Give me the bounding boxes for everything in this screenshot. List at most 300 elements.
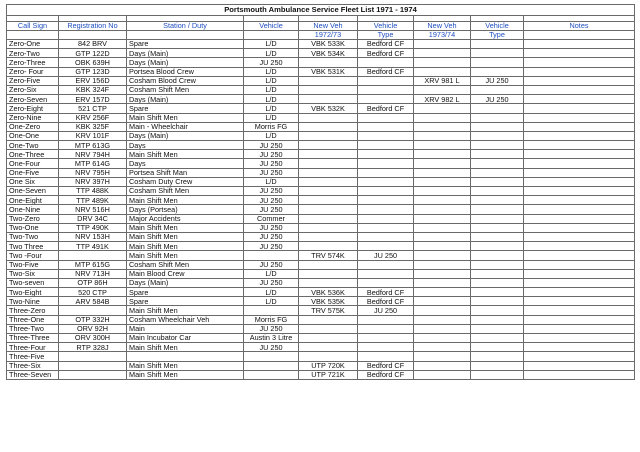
vehicle-type-a-cell xyxy=(358,196,414,205)
table-row xyxy=(7,67,635,76)
new-veh-7374-cell xyxy=(414,205,471,214)
registration-cell: NRV 794H xyxy=(59,150,127,159)
table-row xyxy=(7,205,635,214)
vehicle-cell: L/D xyxy=(244,67,299,76)
station-cell: Major Accidents xyxy=(127,214,244,223)
call-sign-cell: One-Five xyxy=(7,168,59,177)
notes-cell xyxy=(524,159,635,168)
header-new-veh-7273: New Veh xyxy=(299,22,358,31)
new-veh-7374-cell xyxy=(414,159,471,168)
new-veh-7273-cell xyxy=(299,343,358,352)
station-cell: Cosham Shift Men xyxy=(127,85,244,94)
station-cell: Main Blood Crew xyxy=(127,269,244,278)
table-row xyxy=(7,141,635,150)
call-sign-cell: One-Nine xyxy=(7,205,59,214)
header-type-b-sub: Type xyxy=(471,31,524,40)
table-row xyxy=(7,177,635,186)
notes-cell xyxy=(524,40,635,49)
notes-cell xyxy=(524,196,635,205)
call-sign-cell: Zero-Nine xyxy=(7,113,59,122)
vehicle-type-a-cell: Bedford CF xyxy=(358,40,414,49)
notes-cell xyxy=(524,187,635,196)
vehicle-cell xyxy=(244,361,299,370)
new-veh-7273-cell xyxy=(299,223,358,232)
station-cell: Main Shift Men xyxy=(127,232,244,241)
vehicle-cell: L/D xyxy=(244,177,299,186)
new-veh-7374-cell xyxy=(414,196,471,205)
registration-cell: RTP 328J xyxy=(59,343,127,352)
vehicle-type-b-cell xyxy=(471,343,524,352)
station-cell: Days (Main) xyxy=(127,49,244,58)
new-veh-7273-cell xyxy=(299,131,358,140)
vehicle-type-a-cell xyxy=(358,242,414,251)
call-sign-cell: Two-Eight xyxy=(7,288,59,297)
new-veh-7273-cell xyxy=(299,205,358,214)
registration-cell: NRV 795H xyxy=(59,168,127,177)
table-row xyxy=(7,370,635,379)
notes-cell xyxy=(524,324,635,333)
header-notes: Notes xyxy=(524,22,635,31)
header-new-veh-7374: New Veh xyxy=(414,22,471,31)
table-row xyxy=(7,242,635,251)
table-row xyxy=(7,352,635,361)
new-veh-7374-cell xyxy=(414,67,471,76)
vehicle-type-b-cell xyxy=(471,251,524,260)
vehicle-type-b-cell: JU 250 xyxy=(471,76,524,85)
station-cell: Main Shift Men xyxy=(127,306,244,315)
notes-cell xyxy=(524,131,635,140)
station-cell: Cosham Shift Men xyxy=(127,260,244,269)
vehicle-type-a-cell xyxy=(358,95,414,104)
vehicle-type-a-cell xyxy=(358,324,414,333)
new-veh-7273-cell xyxy=(299,122,358,131)
call-sign-cell: Two-Zero xyxy=(7,214,59,223)
vehicle-type-a-cell xyxy=(358,334,414,343)
new-veh-7273-cell xyxy=(299,113,358,122)
station-cell: Main Shift Men xyxy=(127,113,244,122)
registration-cell xyxy=(59,361,127,370)
vehicle-type-a-cell: Bedford CF xyxy=(358,297,414,306)
new-veh-7273-cell xyxy=(299,214,358,223)
call-sign-cell: Two -Four xyxy=(7,251,59,260)
registration-cell: KRV 101F xyxy=(59,131,127,140)
vehicle-type-a-cell xyxy=(358,260,414,269)
new-veh-7374-cell xyxy=(414,297,471,306)
vehicle-type-a-cell xyxy=(358,315,414,324)
new-veh-7374-cell xyxy=(414,288,471,297)
new-veh-7273-cell xyxy=(299,58,358,67)
call-sign-cell: Three-Four xyxy=(7,343,59,352)
notes-cell xyxy=(524,315,635,324)
new-veh-7273-cell xyxy=(299,232,358,241)
notes-cell xyxy=(524,214,635,223)
vehicle-type-b-cell xyxy=(471,40,524,49)
vehicle-type-a-cell: Bedford CF xyxy=(358,49,414,58)
table-row xyxy=(7,113,635,122)
vehicle-cell: L/D xyxy=(244,85,299,94)
vehicle-cell: JU 250 xyxy=(244,187,299,196)
vehicle-type-b-cell xyxy=(471,113,524,122)
new-veh-7374-cell xyxy=(414,168,471,177)
registration-cell: ORV 300H xyxy=(59,334,127,343)
vehicle-type-b-cell xyxy=(471,223,524,232)
vehicle-cell: Austin 3 Litre xyxy=(244,334,299,343)
new-veh-7273-cell xyxy=(299,334,358,343)
new-veh-7374-cell xyxy=(414,122,471,131)
vehicle-type-b-cell xyxy=(471,361,524,370)
vehicle-cell: L/D xyxy=(244,49,299,58)
station-cell: Main Shift Men xyxy=(127,196,244,205)
new-veh-7374-cell xyxy=(414,352,471,361)
call-sign-cell: One-Zero xyxy=(7,122,59,131)
registration-cell xyxy=(59,352,127,361)
notes-cell xyxy=(524,122,635,131)
notes-cell xyxy=(524,278,635,287)
new-veh-7273-cell: UTP 720K xyxy=(299,361,358,370)
vehicle-type-b-cell xyxy=(471,177,524,186)
vehicle-type-b-cell xyxy=(471,269,524,278)
new-veh-7374-cell xyxy=(414,361,471,370)
notes-cell xyxy=(524,269,635,278)
call-sign-cell: Zero-Eight xyxy=(7,104,59,113)
notes-cell xyxy=(524,150,635,159)
notes-cell xyxy=(524,370,635,379)
new-veh-7374-cell xyxy=(414,334,471,343)
vehicle-type-a-cell xyxy=(358,343,414,352)
table-row xyxy=(7,95,635,104)
station-cell: Cosham Duty Crew xyxy=(127,177,244,186)
station-cell: Days xyxy=(127,141,244,150)
vehicle-type-b-cell xyxy=(471,315,524,324)
station-cell: Spare xyxy=(127,288,244,297)
new-veh-7273-cell: VBK 534K xyxy=(299,49,358,58)
vehicle-type-a-cell xyxy=(358,177,414,186)
call-sign-cell: Two-Two xyxy=(7,232,59,241)
station-cell: Days (Main) xyxy=(127,95,244,104)
registration-cell: NRV 713H xyxy=(59,269,127,278)
call-sign-cell: Three-Six xyxy=(7,361,59,370)
notes-cell xyxy=(524,232,635,241)
vehicle-type-a-cell xyxy=(358,122,414,131)
registration-cell: TTP 491K xyxy=(59,242,127,251)
vehicle-type-a-cell xyxy=(358,278,414,287)
new-veh-7374-cell xyxy=(414,223,471,232)
vehicle-type-a-cell xyxy=(358,131,414,140)
vehicle-cell: JU 250 xyxy=(244,324,299,333)
new-veh-7273-cell xyxy=(299,278,358,287)
new-veh-7374-cell xyxy=(414,104,471,113)
station-cell: Cosham Wheelchair Veh xyxy=(127,315,244,324)
vehicle-type-a-cell xyxy=(358,187,414,196)
call-sign-cell: One-Seven xyxy=(7,187,59,196)
new-veh-7273-cell: VBK 533K xyxy=(299,40,358,49)
new-veh-7273-cell xyxy=(299,187,358,196)
table-row xyxy=(7,49,635,58)
header-vehicle-type-a: Vehicle xyxy=(358,22,414,31)
call-sign-cell: One-Two xyxy=(7,141,59,150)
table-row xyxy=(7,122,635,131)
vehicle-type-a-cell: JU 250 xyxy=(358,306,414,315)
table-row xyxy=(7,324,635,333)
page-title: Portsmouth Ambulance Service Fleet List 1971 - 1974 xyxy=(7,5,635,16)
vehicle-type-b-cell xyxy=(471,131,524,140)
call-sign-cell: One Six xyxy=(7,177,59,186)
table-row xyxy=(7,223,635,232)
registration-cell: TTP 489K xyxy=(59,196,127,205)
registration-cell: TTP 490K xyxy=(59,223,127,232)
vehicle-type-a-cell xyxy=(358,85,414,94)
new-veh-7273-cell: UTP 721K xyxy=(299,370,358,379)
new-veh-7374-cell xyxy=(414,324,471,333)
new-veh-7273-cell xyxy=(299,242,358,251)
new-veh-7374-cell xyxy=(414,113,471,122)
vehicle-type-a-cell xyxy=(358,58,414,67)
station-cell: Days (Main) xyxy=(127,131,244,140)
fleet-rows xyxy=(7,40,635,380)
notes-cell xyxy=(524,334,635,343)
vehicle-type-b-cell xyxy=(471,334,524,343)
table-row xyxy=(7,40,635,49)
vehicle-cell: JU 250 xyxy=(244,223,299,232)
header-type-a-sub: Type xyxy=(358,31,414,40)
call-sign-cell: Zero-Six xyxy=(7,85,59,94)
vehicle-cell: JU 250 xyxy=(244,242,299,251)
new-veh-7273-cell xyxy=(299,352,358,361)
header-call-sign: Call Sign xyxy=(7,22,59,31)
new-veh-7374-cell: XRV 982 L xyxy=(414,95,471,104)
notes-cell xyxy=(524,58,635,67)
registration-cell: KBK 325F xyxy=(59,122,127,131)
new-veh-7374-cell xyxy=(414,232,471,241)
new-veh-7374-cell xyxy=(414,242,471,251)
call-sign-cell: Two-One xyxy=(7,223,59,232)
call-sign-cell: Zero-Five xyxy=(7,76,59,85)
notes-cell xyxy=(524,85,635,94)
new-veh-7374-cell xyxy=(414,251,471,260)
registration-cell: 842 BRV xyxy=(59,40,127,49)
vehicle-cell: Morris FG xyxy=(244,315,299,324)
notes-cell xyxy=(524,352,635,361)
notes-cell xyxy=(524,297,635,306)
call-sign-cell: Two-Six xyxy=(7,269,59,278)
station-cell: Spare xyxy=(127,297,244,306)
header-year-7273: 1972/73 xyxy=(299,31,358,40)
notes-cell xyxy=(524,168,635,177)
registration-cell xyxy=(59,306,127,315)
call-sign-cell: Two-Five xyxy=(7,260,59,269)
vehicle-type-a-cell xyxy=(358,223,414,232)
station-cell: Spare xyxy=(127,104,244,113)
table-row xyxy=(7,131,635,140)
call-sign-cell: Two-Nine xyxy=(7,297,59,306)
vehicle-type-b-cell xyxy=(471,85,524,94)
vehicle-type-b-cell xyxy=(471,187,524,196)
registration-cell: MTP 614G xyxy=(59,159,127,168)
registration-cell: ERV 157D xyxy=(59,95,127,104)
vehicle-cell: JU 250 xyxy=(244,260,299,269)
notes-cell xyxy=(524,177,635,186)
vehicle-type-b-cell xyxy=(471,297,524,306)
new-veh-7374-cell xyxy=(414,278,471,287)
new-veh-7273-cell xyxy=(299,85,358,94)
vehicle-type-a-cell xyxy=(358,168,414,177)
table-row xyxy=(7,85,635,94)
new-veh-7374-cell xyxy=(414,187,471,196)
notes-cell xyxy=(524,361,635,370)
vehicle-type-b-cell xyxy=(471,205,524,214)
registration-cell: OTP 86H xyxy=(59,278,127,287)
vehicle-type-b-cell xyxy=(471,214,524,223)
table-row xyxy=(7,159,635,168)
vehicle-cell xyxy=(244,306,299,315)
new-veh-7273-cell xyxy=(299,159,358,168)
station-cell: Portsea Shift Man xyxy=(127,168,244,177)
call-sign-cell: Zero-Three xyxy=(7,58,59,67)
call-sign-cell: One-Eight xyxy=(7,196,59,205)
vehicle-type-a-cell: Bedford CF xyxy=(358,361,414,370)
notes-cell xyxy=(524,288,635,297)
vehicle-cell: L/D xyxy=(244,104,299,113)
new-veh-7273-cell xyxy=(299,141,358,150)
vehicle-cell: JU 250 xyxy=(244,159,299,168)
header-vehicle-type-b: Vehicle xyxy=(471,22,524,31)
notes-cell xyxy=(524,141,635,150)
vehicle-type-a-cell xyxy=(358,269,414,278)
registration-cell: OBK 639H xyxy=(59,58,127,67)
vehicle-cell: L/D xyxy=(244,40,299,49)
notes-cell xyxy=(524,76,635,85)
registration-cell: 521 CTP xyxy=(59,104,127,113)
vehicle-type-a-cell: Bedford CF xyxy=(358,104,414,113)
call-sign-cell: One-Four xyxy=(7,159,59,168)
table-row xyxy=(7,269,635,278)
vehicle-type-b-cell xyxy=(471,150,524,159)
notes-cell xyxy=(524,67,635,76)
new-veh-7273-cell xyxy=(299,315,358,324)
vehicle-type-a-cell xyxy=(358,76,414,85)
notes-cell xyxy=(524,260,635,269)
notes-cell xyxy=(524,113,635,122)
station-cell: Days (Main) xyxy=(127,278,244,287)
vehicle-cell xyxy=(244,251,299,260)
vehicle-type-b-cell xyxy=(471,159,524,168)
registration-cell: TTP 488K xyxy=(59,187,127,196)
table-row xyxy=(7,232,635,241)
vehicle-type-b-cell xyxy=(471,370,524,379)
vehicle-type-b-cell xyxy=(471,242,524,251)
vehicle-cell: JU 250 xyxy=(244,205,299,214)
new-veh-7374-cell xyxy=(414,49,471,58)
registration-cell xyxy=(59,370,127,379)
registration-cell: ORV 92H xyxy=(59,324,127,333)
registration-cell: 520 CTP xyxy=(59,288,127,297)
new-veh-7273-cell xyxy=(299,150,358,159)
header-row-sub xyxy=(7,31,635,40)
vehicle-type-b-cell xyxy=(471,122,524,131)
new-veh-7273-cell xyxy=(299,324,358,333)
vehicle-cell: Morris FG xyxy=(244,122,299,131)
station-cell: Days xyxy=(127,159,244,168)
registration-cell: NRV 397H xyxy=(59,177,127,186)
vehicle-type-b-cell xyxy=(471,288,524,297)
station-cell: Main Shift Men xyxy=(127,361,244,370)
station-cell: Main Incubator Car xyxy=(127,334,244,343)
registration-cell: MTP 615G xyxy=(59,260,127,269)
registration-cell: ARV 584B xyxy=(59,297,127,306)
table-row xyxy=(7,297,635,306)
station-cell: Cosham Blood Crew xyxy=(127,76,244,85)
table-row xyxy=(7,58,635,67)
vehicle-type-a-cell xyxy=(358,232,414,241)
new-veh-7374-cell xyxy=(414,269,471,278)
new-veh-7273-cell: VBK 535K xyxy=(299,297,358,306)
station-cell: Main Shift Men xyxy=(127,251,244,260)
vehicle-cell: JU 250 xyxy=(244,278,299,287)
new-veh-7374-cell xyxy=(414,214,471,223)
table-row xyxy=(7,306,635,315)
table-row xyxy=(7,288,635,297)
vehicle-cell: L/D xyxy=(244,269,299,278)
new-veh-7374-cell xyxy=(414,306,471,315)
call-sign-cell: Three-Two xyxy=(7,324,59,333)
registration-cell: MTP 613G xyxy=(59,141,127,150)
registration-cell: GTP 122D xyxy=(59,49,127,58)
notes-cell xyxy=(524,95,635,104)
table-row xyxy=(7,251,635,260)
station-cell: Portsea Blood Crew xyxy=(127,67,244,76)
new-veh-7374-cell xyxy=(414,40,471,49)
station-cell: Cosham Shift Men xyxy=(127,187,244,196)
vehicle-cell: JU 250 xyxy=(244,343,299,352)
vehicle-type-a-cell: JU 250 xyxy=(358,251,414,260)
fleet-list-table xyxy=(6,4,635,380)
vehicle-cell: JU 250 xyxy=(244,141,299,150)
new-veh-7374-cell xyxy=(414,131,471,140)
new-veh-7374-cell xyxy=(414,315,471,324)
vehicle-type-b-cell xyxy=(471,67,524,76)
table-row xyxy=(7,214,635,223)
registration-cell: GTP 123D xyxy=(59,67,127,76)
new-veh-7273-cell: VBK 531K xyxy=(299,67,358,76)
registration-cell: KBK 324F xyxy=(59,85,127,94)
vehicle-cell: L/D xyxy=(244,288,299,297)
new-veh-7374-cell xyxy=(414,150,471,159)
new-veh-7273-cell xyxy=(299,168,358,177)
vehicle-type-b-cell xyxy=(471,306,524,315)
vehicle-cell: JU 250 xyxy=(244,150,299,159)
registration-cell: OTP 332H xyxy=(59,315,127,324)
header-vehicle: Vehicle xyxy=(244,22,299,31)
vehicle-type-a-cell xyxy=(358,141,414,150)
header-row xyxy=(7,22,635,31)
vehicle-cell xyxy=(244,352,299,361)
table-row xyxy=(7,334,635,343)
station-cell: Days (Portsea) xyxy=(127,205,244,214)
call-sign-cell: Zero-One xyxy=(7,40,59,49)
vehicle-type-b-cell xyxy=(471,260,524,269)
vehicle-type-b-cell xyxy=(471,168,524,177)
header-registration: Registration No xyxy=(59,22,127,31)
table-row xyxy=(7,76,635,85)
vehicle-type-b-cell xyxy=(471,141,524,150)
new-veh-7273-cell xyxy=(299,177,358,186)
call-sign-cell: Three-Five xyxy=(7,352,59,361)
call-sign-cell: Three-Zero xyxy=(7,306,59,315)
call-sign-cell: Three-Seven xyxy=(7,370,59,379)
new-veh-7273-cell: VBK 532K xyxy=(299,104,358,113)
registration-cell: DRV 34C xyxy=(59,214,127,223)
call-sign-cell: One-Three xyxy=(7,150,59,159)
